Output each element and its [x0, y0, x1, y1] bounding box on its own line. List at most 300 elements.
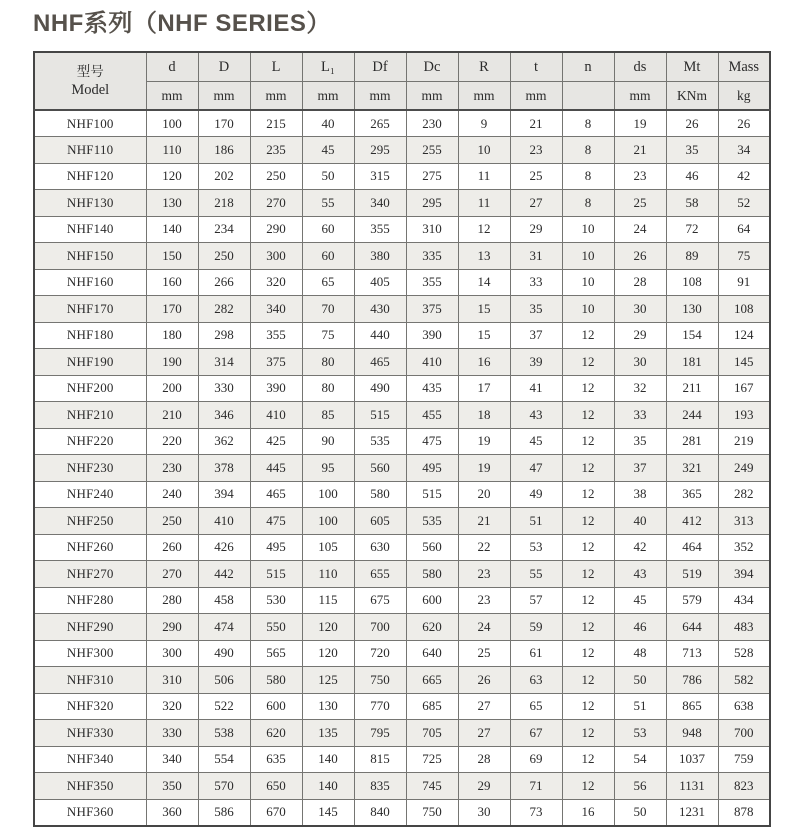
value-cell-d: 140	[146, 216, 198, 243]
value-cell-n: 8	[562, 163, 614, 190]
value-cell-t: 31	[510, 243, 562, 270]
value-cell-D: 346	[198, 402, 250, 429]
model-cell: NHF340	[34, 746, 146, 773]
value-cell-Mass: 124	[718, 322, 770, 349]
model-cell: NHF130	[34, 190, 146, 217]
value-cell-Dc: 390	[406, 322, 458, 349]
value-cell-Mass: 638	[718, 693, 770, 720]
value-cell-t: 61	[510, 640, 562, 667]
value-cell-Mass: 759	[718, 746, 770, 773]
value-cell-t: 51	[510, 508, 562, 535]
model-cell: NHF250	[34, 508, 146, 535]
value-cell-Df: 405	[354, 269, 406, 296]
value-cell-Mass: 52	[718, 190, 770, 217]
value-cell-d: 340	[146, 746, 198, 773]
value-cell-ds: 21	[614, 137, 666, 164]
value-cell-t: 23	[510, 137, 562, 164]
value-cell-d: 300	[146, 640, 198, 667]
value-cell-ds: 33	[614, 402, 666, 429]
table-row	[34, 773, 770, 800]
value-cell-n: 12	[562, 349, 614, 376]
table-row	[34, 428, 770, 455]
value-cell-ds: 54	[614, 746, 666, 773]
value-cell-Dc: 750	[406, 799, 458, 826]
value-cell-Mt: 130	[666, 296, 718, 323]
value-cell-Mass: 249	[718, 455, 770, 482]
value-cell-d: 150	[146, 243, 198, 270]
value-cell-Dc: 515	[406, 481, 458, 508]
value-cell-Df: 675	[354, 587, 406, 614]
value-cell-Dc: 475	[406, 428, 458, 455]
value-cell-D: 362	[198, 428, 250, 455]
model-cell: NHF360	[34, 799, 146, 826]
page-title: NHF系列（NHF SERIES）	[33, 10, 331, 37]
value-cell-Dc: 580	[406, 561, 458, 588]
value-cell-Dc: 685	[406, 693, 458, 720]
value-cell-Df: 795	[354, 720, 406, 747]
column-unit-D: mm	[198, 82, 250, 111]
table-row	[34, 534, 770, 561]
value-cell-L: 670	[250, 799, 302, 826]
value-cell-Mass: 219	[718, 428, 770, 455]
value-cell-n: 12	[562, 561, 614, 588]
value-cell-L: 250	[250, 163, 302, 190]
value-cell-R: 27	[458, 693, 510, 720]
value-cell-L1: 60	[302, 243, 354, 270]
value-cell-Dc: 335	[406, 243, 458, 270]
value-cell-L: 215	[250, 110, 302, 137]
value-cell-L: 290	[250, 216, 302, 243]
table-row	[34, 481, 770, 508]
column-unit-L1: mm	[302, 82, 354, 111]
value-cell-n: 12	[562, 773, 614, 800]
value-cell-D: 266	[198, 269, 250, 296]
value-cell-Df: 835	[354, 773, 406, 800]
value-cell-Mt: 72	[666, 216, 718, 243]
column-header-D: D	[198, 52, 250, 82]
value-cell-Mass: 64	[718, 216, 770, 243]
value-cell-L1: 120	[302, 640, 354, 667]
value-cell-L1: 80	[302, 375, 354, 402]
value-cell-n: 12	[562, 587, 614, 614]
value-cell-d: 170	[146, 296, 198, 323]
value-cell-D: 282	[198, 296, 250, 323]
value-cell-R: 11	[458, 190, 510, 217]
table-row	[34, 640, 770, 667]
value-cell-t: 67	[510, 720, 562, 747]
value-cell-Df: 265	[354, 110, 406, 137]
column-header-L1: L₁	[302, 52, 354, 82]
value-cell-n: 10	[562, 243, 614, 270]
value-cell-Mt: 519	[666, 561, 718, 588]
table-row	[34, 402, 770, 429]
table-header	[34, 52, 770, 110]
value-cell-R: 19	[458, 428, 510, 455]
value-cell-d: 270	[146, 561, 198, 588]
value-cell-Mt: 108	[666, 269, 718, 296]
value-cell-D: 170	[198, 110, 250, 137]
value-cell-L: 475	[250, 508, 302, 535]
value-cell-D: 186	[198, 137, 250, 164]
value-cell-R: 11	[458, 163, 510, 190]
value-cell-Df: 720	[354, 640, 406, 667]
table-row	[34, 561, 770, 588]
value-cell-L: 300	[250, 243, 302, 270]
value-cell-D: 570	[198, 773, 250, 800]
value-cell-Mt: 786	[666, 667, 718, 694]
value-cell-L: 445	[250, 455, 302, 482]
value-cell-L: 550	[250, 614, 302, 641]
table-row	[34, 455, 770, 482]
value-cell-ds: 25	[614, 190, 666, 217]
value-cell-t: 53	[510, 534, 562, 561]
value-cell-n: 16	[562, 799, 614, 826]
value-cell-n: 12	[562, 614, 614, 641]
value-cell-d: 100	[146, 110, 198, 137]
value-cell-R: 26	[458, 667, 510, 694]
value-cell-Df: 655	[354, 561, 406, 588]
value-cell-n: 12	[562, 693, 614, 720]
value-cell-Mass: 394	[718, 561, 770, 588]
table-row	[34, 746, 770, 773]
value-cell-t: 43	[510, 402, 562, 429]
value-cell-d: 220	[146, 428, 198, 455]
value-cell-L1: 120	[302, 614, 354, 641]
value-cell-Df: 380	[354, 243, 406, 270]
value-cell-d: 290	[146, 614, 198, 641]
value-cell-D: 554	[198, 746, 250, 773]
value-cell-L: 515	[250, 561, 302, 588]
value-cell-d: 350	[146, 773, 198, 800]
column-unit-L: mm	[250, 82, 302, 111]
value-cell-Mt: 865	[666, 693, 718, 720]
value-cell-R: 30	[458, 799, 510, 826]
column-header-d: d	[146, 52, 198, 82]
value-cell-ds: 23	[614, 163, 666, 190]
value-cell-Mass: 26	[718, 110, 770, 137]
table-row	[34, 163, 770, 190]
value-cell-n: 12	[562, 455, 614, 482]
value-cell-Dc: 665	[406, 667, 458, 694]
value-cell-D: 218	[198, 190, 250, 217]
value-cell-t: 69	[510, 746, 562, 773]
value-cell-L: 375	[250, 349, 302, 376]
value-cell-Mt: 35	[666, 137, 718, 164]
value-cell-Mt: 579	[666, 587, 718, 614]
table-row	[34, 322, 770, 349]
value-cell-Df: 840	[354, 799, 406, 826]
value-cell-L1: 45	[302, 137, 354, 164]
value-cell-Mass: 193	[718, 402, 770, 429]
value-cell-Dc: 725	[406, 746, 458, 773]
value-cell-L: 620	[250, 720, 302, 747]
value-cell-d: 130	[146, 190, 198, 217]
value-cell-R: 20	[458, 481, 510, 508]
value-cell-Dc: 295	[406, 190, 458, 217]
value-cell-Mt: 412	[666, 508, 718, 535]
value-cell-L: 650	[250, 773, 302, 800]
value-cell-Dc: 495	[406, 455, 458, 482]
value-cell-Mt: 281	[666, 428, 718, 455]
value-cell-R: 27	[458, 720, 510, 747]
table-row	[34, 375, 770, 402]
value-cell-R: 17	[458, 375, 510, 402]
table-row	[34, 216, 770, 243]
column-unit-ds: mm	[614, 82, 666, 111]
column-unit-Mt: KNm	[666, 82, 718, 111]
value-cell-n: 10	[562, 296, 614, 323]
column-unit-Dc: mm	[406, 82, 458, 111]
model-cell: NHF320	[34, 693, 146, 720]
value-cell-d: 330	[146, 720, 198, 747]
model-cell: NHF190	[34, 349, 146, 376]
model-cell: NHF100	[34, 110, 146, 137]
column-header-ds: ds	[614, 52, 666, 82]
value-cell-D: 538	[198, 720, 250, 747]
value-cell-D: 298	[198, 322, 250, 349]
value-cell-L: 465	[250, 481, 302, 508]
column-header-n: n	[562, 52, 614, 82]
value-cell-Dc: 640	[406, 640, 458, 667]
value-cell-ds: 45	[614, 587, 666, 614]
value-cell-n: 12	[562, 640, 614, 667]
value-cell-D: 314	[198, 349, 250, 376]
column-header-Dc: Dc	[406, 52, 458, 82]
model-header-zh: 型号	[76, 63, 104, 79]
value-cell-Mt: 58	[666, 190, 718, 217]
model-cell: NHF110	[34, 137, 146, 164]
model-cell: NHF150	[34, 243, 146, 270]
value-cell-L1: 145	[302, 799, 354, 826]
value-cell-Mt: 644	[666, 614, 718, 641]
value-cell-Dc: 620	[406, 614, 458, 641]
value-cell-t: 65	[510, 693, 562, 720]
column-header-L: L	[250, 52, 302, 82]
value-cell-Mt: 244	[666, 402, 718, 429]
value-cell-Df: 315	[354, 163, 406, 190]
model-cell: NHF120	[34, 163, 146, 190]
value-cell-ds: 24	[614, 216, 666, 243]
value-cell-R: 29	[458, 773, 510, 800]
value-cell-t: 25	[510, 163, 562, 190]
value-cell-Mass: 483	[718, 614, 770, 641]
model-cell: NHF330	[34, 720, 146, 747]
value-cell-ds: 29	[614, 322, 666, 349]
value-cell-t: 35	[510, 296, 562, 323]
value-cell-D: 410	[198, 508, 250, 535]
value-cell-R: 13	[458, 243, 510, 270]
value-cell-t: 39	[510, 349, 562, 376]
value-cell-R: 18	[458, 402, 510, 429]
value-cell-R: 23	[458, 561, 510, 588]
value-cell-t: 45	[510, 428, 562, 455]
value-cell-Dc: 375	[406, 296, 458, 323]
value-cell-D: 394	[198, 481, 250, 508]
value-cell-ds: 32	[614, 375, 666, 402]
value-cell-D: 458	[198, 587, 250, 614]
model-cell: NHF180	[34, 322, 146, 349]
value-cell-ds: 37	[614, 455, 666, 482]
value-cell-Dc: 255	[406, 137, 458, 164]
model-cell: NHF160	[34, 269, 146, 296]
value-cell-L1: 110	[302, 561, 354, 588]
value-cell-R: 22	[458, 534, 510, 561]
value-cell-t: 55	[510, 561, 562, 588]
value-cell-n: 12	[562, 720, 614, 747]
value-cell-n: 12	[562, 402, 614, 429]
value-cell-Df: 815	[354, 746, 406, 773]
value-cell-d: 210	[146, 402, 198, 429]
value-cell-L1: 80	[302, 349, 354, 376]
value-cell-t: 47	[510, 455, 562, 482]
value-cell-d: 250	[146, 508, 198, 535]
value-cell-Df: 700	[354, 614, 406, 641]
value-cell-L: 270	[250, 190, 302, 217]
model-cell: NHF310	[34, 667, 146, 694]
value-cell-Mt: 321	[666, 455, 718, 482]
value-cell-t: 57	[510, 587, 562, 614]
value-cell-L: 355	[250, 322, 302, 349]
value-cell-L: 425	[250, 428, 302, 455]
header-label-row	[34, 52, 770, 82]
value-cell-Df: 535	[354, 428, 406, 455]
value-cell-n: 12	[562, 534, 614, 561]
value-cell-Mass: 878	[718, 799, 770, 826]
value-cell-D: 586	[198, 799, 250, 826]
value-cell-Mt: 365	[666, 481, 718, 508]
value-cell-t: 49	[510, 481, 562, 508]
value-cell-L1: 130	[302, 693, 354, 720]
value-cell-L1: 55	[302, 190, 354, 217]
value-cell-ds: 43	[614, 561, 666, 588]
value-cell-D: 330	[198, 375, 250, 402]
value-cell-D: 522	[198, 693, 250, 720]
value-cell-L: 495	[250, 534, 302, 561]
value-cell-Mass: 108	[718, 296, 770, 323]
column-header-Mass: Mass	[718, 52, 770, 82]
table-row	[34, 693, 770, 720]
table-row	[34, 349, 770, 376]
model-cell: NHF290	[34, 614, 146, 641]
model-cell: NHF280	[34, 587, 146, 614]
table-row	[34, 587, 770, 614]
value-cell-R: 10	[458, 137, 510, 164]
table-row	[34, 614, 770, 641]
value-cell-t: 33	[510, 269, 562, 296]
column-header-model	[34, 52, 146, 110]
value-cell-R: 24	[458, 614, 510, 641]
value-cell-n: 12	[562, 667, 614, 694]
value-cell-n: 10	[562, 216, 614, 243]
value-cell-n: 12	[562, 375, 614, 402]
value-cell-Dc: 560	[406, 534, 458, 561]
value-cell-R: 14	[458, 269, 510, 296]
value-cell-Dc: 435	[406, 375, 458, 402]
table-row	[34, 269, 770, 296]
value-cell-L1: 65	[302, 269, 354, 296]
value-cell-Dc: 600	[406, 587, 458, 614]
value-cell-Df: 430	[354, 296, 406, 323]
value-cell-Mt: 1231	[666, 799, 718, 826]
value-cell-n: 10	[562, 269, 614, 296]
value-cell-t: 59	[510, 614, 562, 641]
value-cell-Df: 295	[354, 137, 406, 164]
value-cell-Mt: 211	[666, 375, 718, 402]
value-cell-R: 9	[458, 110, 510, 137]
value-cell-ds: 53	[614, 720, 666, 747]
value-cell-L1: 140	[302, 773, 354, 800]
value-cell-L: 235	[250, 137, 302, 164]
value-cell-Mt: 1037	[666, 746, 718, 773]
value-cell-R: 25	[458, 640, 510, 667]
value-cell-D: 426	[198, 534, 250, 561]
value-cell-Mass: 434	[718, 587, 770, 614]
value-cell-n: 12	[562, 508, 614, 535]
value-cell-Mass: 528	[718, 640, 770, 667]
value-cell-ds: 26	[614, 243, 666, 270]
value-cell-n: 12	[562, 481, 614, 508]
value-cell-ds: 40	[614, 508, 666, 535]
table-row	[34, 110, 770, 137]
value-cell-ds: 46	[614, 614, 666, 641]
value-cell-Df: 490	[354, 375, 406, 402]
value-cell-Mass: 282	[718, 481, 770, 508]
table-row	[34, 720, 770, 747]
value-cell-Df: 560	[354, 455, 406, 482]
column-unit-Mass: kg	[718, 82, 770, 111]
value-cell-R: 15	[458, 296, 510, 323]
column-header-Mt: Mt	[666, 52, 718, 82]
value-cell-Dc: 705	[406, 720, 458, 747]
value-cell-L: 390	[250, 375, 302, 402]
value-cell-D: 474	[198, 614, 250, 641]
value-cell-Dc: 275	[406, 163, 458, 190]
value-cell-L1: 40	[302, 110, 354, 137]
table-body	[34, 110, 770, 826]
value-cell-Mass: 91	[718, 269, 770, 296]
value-cell-D: 378	[198, 455, 250, 482]
value-cell-ds: 30	[614, 349, 666, 376]
model-cell: NHF230	[34, 455, 146, 482]
column-unit-n	[562, 82, 614, 111]
table-row	[34, 296, 770, 323]
table-row	[34, 137, 770, 164]
value-cell-D: 506	[198, 667, 250, 694]
value-cell-Mt: 948	[666, 720, 718, 747]
value-cell-R: 23	[458, 587, 510, 614]
value-cell-L1: 75	[302, 322, 354, 349]
value-cell-R: 12	[458, 216, 510, 243]
value-cell-d: 120	[146, 163, 198, 190]
table-row	[34, 508, 770, 535]
value-cell-L1: 90	[302, 428, 354, 455]
value-cell-Mass: 34	[718, 137, 770, 164]
value-cell-ds: 50	[614, 799, 666, 826]
value-cell-Mt: 154	[666, 322, 718, 349]
value-cell-t: 73	[510, 799, 562, 826]
value-cell-L1: 95	[302, 455, 354, 482]
value-cell-d: 240	[146, 481, 198, 508]
table-row	[34, 190, 770, 217]
value-cell-Df: 515	[354, 402, 406, 429]
value-cell-ds: 51	[614, 693, 666, 720]
column-unit-d: mm	[146, 82, 198, 111]
value-cell-Df: 770	[354, 693, 406, 720]
value-cell-Mass: 167	[718, 375, 770, 402]
value-cell-Mt: 26	[666, 110, 718, 137]
value-cell-R: 28	[458, 746, 510, 773]
value-cell-L: 565	[250, 640, 302, 667]
